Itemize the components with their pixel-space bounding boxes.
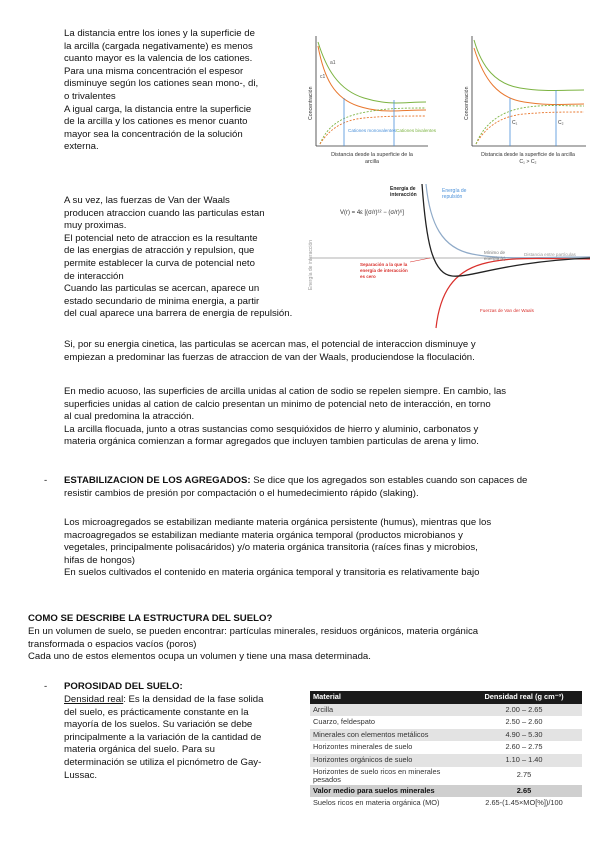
fig1-curve-orange	[318, 46, 426, 111]
density-material-cell: Valor medio para suelos minerales	[310, 785, 466, 798]
fig1-curve-green-low	[320, 108, 426, 144]
estab-heading: ESTABILIZACION DE LOS AGREGADOS:	[64, 475, 251, 486]
vdw-line: permite establecer la curva de potencial neto	[64, 257, 255, 269]
fig3-label-sep-2: energía de interacción	[360, 268, 408, 273]
fig3-ylabel: Energía de interacción	[308, 239, 314, 290]
density-material-cell: Horizontes de suelo ricos en minerales pesados	[313, 766, 441, 784]
vdw-line: El potencial neto de atraccion es la resultante	[64, 232, 258, 244]
fig3-label-vdw: Fuerzas de Van der Waals	[480, 308, 534, 313]
medio-line: La arcilla flocuada, junto a otras sustancias como sesquióxidos de hierro y aluminio, carbonatos y	[64, 423, 479, 435]
medio-line: materia orgánica comienzan a formar agregados que incluyen tambien particulas de arena y limo.	[64, 436, 479, 448]
density-table-row	[310, 729, 582, 742]
density-material-cell: Horizontes minerales de suelo	[313, 742, 413, 752]
density-material-cell: Cuarzo, feldespato	[313, 717, 376, 727]
density-table-wrap	[310, 691, 582, 810]
vdw-line: A su vez, las fuerzas de Van der Waals	[64, 195, 230, 206]
estab-bullet: -	[44, 475, 48, 486]
vdw-line: de las energias de atracción y repulsion, que	[64, 245, 255, 257]
intro-line: mayor sea la concentración de la solución	[64, 128, 243, 140]
intro-line: de la arcilla y los cationes es menor cuanto	[64, 116, 248, 128]
fig1-xlabel-2: arcilla	[364, 159, 380, 165]
si-line: empiezan a predominar las fuerzas de atraccion de van der Waals, produciendose la floculación.	[64, 351, 475, 363]
fig3-zero-pointer	[410, 258, 430, 262]
density-value-cell: 2.60 – 2.75	[505, 742, 543, 752]
si-paragraph	[64, 339, 476, 364]
density-table-row	[310, 741, 582, 754]
density-value-cell: 2.65-(1.45×MO[%])/100	[485, 798, 563, 808]
density-table-row	[310, 716, 582, 729]
vdw-paragraph	[64, 195, 292, 321]
fig3-label-sep-1: Separación a la que la	[360, 262, 408, 267]
como-line: transformada o espacios vacíos (poros)	[28, 638, 197, 650]
density-table-row	[310, 704, 582, 717]
intro-line: externa.	[64, 141, 99, 153]
intro-line: La distancia entre los iones y la superficie de	[64, 28, 255, 39]
fig2-mark-c2: C₂	[558, 120, 564, 126]
fig3-label-rep-2: repulsión	[442, 194, 463, 200]
fig2-curve-orange-low	[476, 112, 584, 144]
figure-concentration-comparison	[458, 28, 592, 168]
density-table-row	[310, 767, 582, 785]
fig2-xlabel-2: C₁ > C₂	[519, 159, 537, 165]
density-value-cell: 4.90 – 5.30	[466, 729, 582, 742]
density-material-cell: Arcilla	[310, 704, 466, 717]
como-paragraph	[28, 626, 478, 664]
density-value-cell: 2.65	[466, 785, 582, 798]
fig3-label-dist: Distancia entre partículas	[524, 252, 576, 257]
fig3-formula: V(r) = 4ε [(σ/r)¹² − (σ/r)⁶]	[340, 210, 404, 216]
porosidad-line: Lussac.	[64, 769, 98, 781]
density-table-header-cell: Densidad real (g cm⁻³)	[466, 691, 582, 704]
density-table-row	[310, 754, 582, 767]
fig3-label-inter-1: Energía de	[390, 186, 416, 192]
porosidad-line1: : Es la densidad de la fase solida	[123, 694, 264, 705]
como-line: Cada uno de estos elementos ocupa un volumen y tiene una masa determinada.	[28, 651, 371, 663]
fig1-label-mono: Cationes monovalentes	[348, 128, 397, 133]
fig2-xlabel-1: Distancia desde la superficie de la arcilla	[481, 152, 575, 158]
porosidad-line: materia orgánica del suelo. Para su	[64, 744, 215, 756]
estab-line2: resistir cambios de presión por compactación o el humedecimiento rápido (slaking).	[64, 487, 419, 499]
como-heading: COMO SE DESCRIBE LA ESTRUCTURA DEL SUELO?	[28, 613, 273, 624]
density-table-header-cell: Material	[310, 691, 466, 704]
fig2-ylabel: Concentración	[464, 86, 470, 120]
micro-line: macroagregados se estabilizan mediante materia orgánica temporal (productos microbianos y	[64, 529, 463, 541]
density-value-cell: 2.00 – 2.65	[466, 704, 582, 717]
densidad-real-term: Densidad real	[64, 694, 124, 705]
micro-line: vegetales, principalmente polisacáridos) y/o materia orgánica transitoria (raíces finas y microbios,	[64, 542, 478, 554]
fig2-curve-orange	[474, 48, 584, 105]
medio-line: superficies unidas al cation de calcio presentan un minimo de potencial neto de interacción, en torno	[64, 398, 491, 410]
micro-line: Los microagregados se estabilizan mediante materia orgánica persistente (humus), mientras que los	[64, 517, 492, 528]
vdw-line: estado secundario de minima energia, a partir	[64, 295, 260, 307]
fig1-xlabel-1: Distancia desde la superficie de la	[331, 152, 413, 158]
fig3-label-min-1: Mínimo de	[484, 250, 506, 255]
intro-line: cuanto mayor es la valencia de los cationes.	[64, 53, 253, 65]
density-value-cell: 2.75	[516, 770, 532, 780]
density-table-row	[310, 785, 582, 798]
porosidad-line: principalmente a la variación de la cantidad de	[64, 731, 262, 743]
si-line: Si, por su energia cinetica, las particulas se acercan mas, el potencial de interaccion disminuye y	[64, 339, 476, 350]
density-table-row	[310, 797, 582, 810]
porosidad-line: determinación se utiliza el picnómetro de Gay-	[64, 756, 262, 768]
porosidad-paragraph	[64, 694, 263, 782]
micro-paragraph	[64, 517, 491, 580]
density-table	[310, 691, 582, 810]
como-line: En un volumen de suelo, se pueden encontrar: partículas minerales, residuos orgánicos, materia orgánica	[28, 626, 479, 637]
fig3-label-rep-1: Energía de	[442, 188, 467, 194]
medio-line: al cual predomina la atracción.	[64, 411, 195, 423]
figure-interaction-energy	[302, 180, 594, 330]
vdw-line: muy proximas.	[64, 220, 127, 232]
fig2-mark-c1: C₁	[512, 120, 518, 126]
estab-line1: Se dice que los agregados son estables cuando son capaces de	[250, 475, 528, 486]
intro-paragraph	[64, 28, 258, 154]
estab-paragraph	[64, 475, 527, 500]
density-material-cell: Suelos ricos en materia orgánica (MO)	[313, 798, 440, 808]
micro-line: En suelos cultivados el contenido en materia orgánica temporal y transitoria es relativamente bajo	[64, 567, 480, 579]
density-value-cell: 1.10 – 1.40	[466, 754, 582, 767]
density-material-cell: Minerales con elementos metálicos	[310, 729, 466, 742]
figure-valence-concentration	[304, 28, 437, 168]
density-value-cell: 2.50 – 2.60	[505, 717, 543, 727]
fig1-curve-label-c1: c1	[320, 74, 326, 80]
intro-line: A igual carga, la distancia entre la superficie	[64, 103, 252, 115]
fig1-curve-green	[318, 42, 426, 103]
porosidad-heading: POROSIDAD DEL SUELO:	[64, 681, 183, 692]
fig1-label-bi: Cationes bivalentes	[396, 128, 437, 133]
medio-line: En medio acuoso, las superficies de arcilla unidas al cation de sodio se repelen siempre. En cambio, las	[64, 386, 507, 397]
vdw-line: de interacción	[64, 270, 124, 282]
intro-line: disminuye según los cationes sean mono-, di,	[64, 78, 259, 90]
fig3-label-inter-2: interacción	[390, 192, 417, 198]
porosidad-bullet: -	[44, 681, 48, 692]
fig3-label-min-2: energía (ε)	[484, 256, 506, 261]
porosidad-line: mayoría de los suelos. Su variación se debe	[64, 719, 253, 731]
density-material-cell: Horizontes orgánicos de suelo	[310, 754, 466, 767]
fig1-curve-label-a1: a1	[330, 60, 336, 66]
vdw-line: del cual aparece una barrera de energia de repulsión.	[64, 308, 293, 320]
porosidad-line: del suelo, es prácticamente constante en la	[64, 706, 249, 718]
micro-line: hifas de hongos)	[64, 554, 135, 566]
vdw-line: producen atraccion cuando las particulas estan	[64, 207, 265, 219]
intro-line: la arcilla (cargada negativamente) es menos	[64, 40, 253, 52]
vdw-line: Cuando las particulas se acercan, aparece un	[64, 283, 260, 295]
intro-line: Para una misma concentración el espesor	[64, 65, 244, 77]
density-table-header	[310, 691, 582, 704]
fig3-label-sep-3: es cero	[360, 274, 376, 279]
fig1-ylabel: Concentración	[308, 86, 314, 120]
fig3-curve-vdw	[436, 258, 590, 328]
intro-line: o trivalentes	[64, 90, 116, 102]
medio-paragraph	[64, 386, 506, 449]
